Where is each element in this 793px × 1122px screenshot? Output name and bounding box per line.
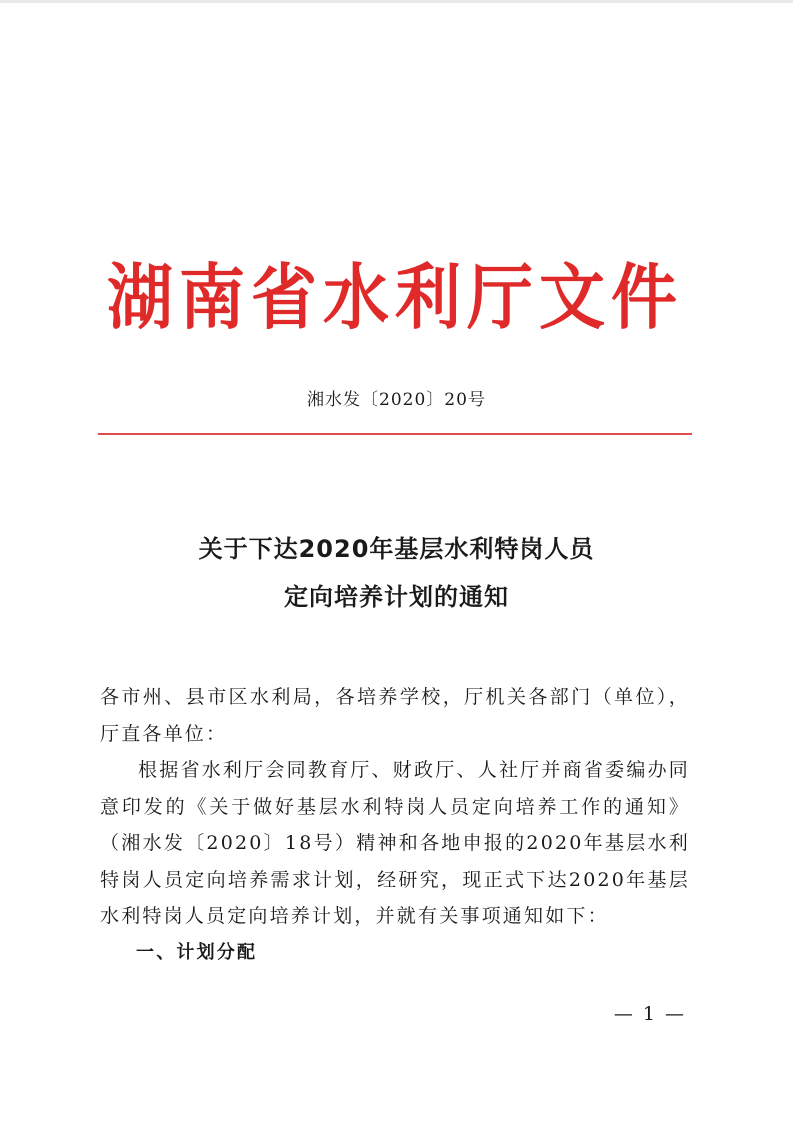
notice-title [0, 525, 793, 621]
notice-title-line-1: 关于下达2020年基层水利特岗人员 [198, 535, 595, 563]
addressee: 各市州、县市区水利局，各培养学校，厅机关各部门（单位），厅直各单位： [100, 686, 690, 745]
red-separator-line [98, 433, 692, 435]
masthead-title: 湖南省水利厅文件 [107, 255, 683, 340]
notice-title-line-2: 定向培养计划的通知 [284, 583, 509, 611]
document-number: 湘水发〔2020〕20号 [307, 390, 486, 410]
page-number: — 1 — [613, 1003, 686, 1025]
section-heading: 一、计划分配 [136, 941, 258, 963]
body-paragraph: 根据省水利厅会同教育厅、财政厅、人社厅并商省委编办同意印发的《关于做好基层水利特岗人员定向培养工作的通知》（湘水发〔2020〕18号）精神和各地申报的2020年基层水利特岗人员定向培养需求计划，经研究，现正式下达2020年基层水利特岗人员定向培养计划，并就有关事项通知如下： [100, 759, 690, 927]
document-body [100, 679, 690, 971]
